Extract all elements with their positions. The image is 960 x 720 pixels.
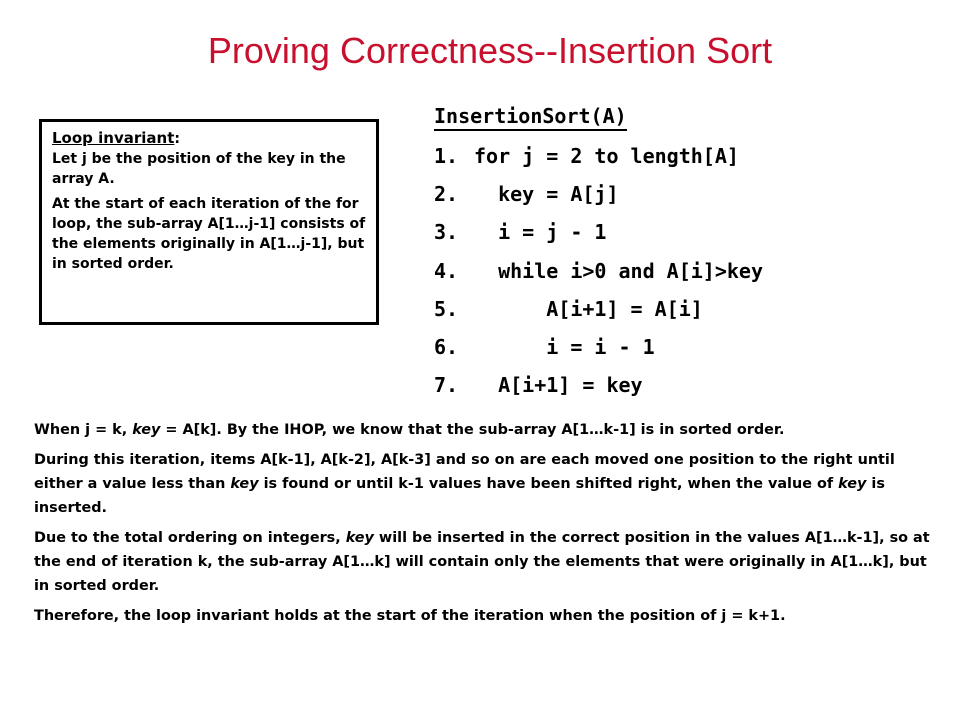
code-line: [434, 142, 763, 180]
explanation-paragraph-1: [34, 418, 934, 442]
explanation-emphasis: key: [132, 422, 161, 438]
explanation-text: Due to the total ordering on integers,: [34, 530, 346, 546]
loop-invariant-line-2: At the start of each iteration of the for loop, the sub-array A[1…j-1] consists of the elements originally in A[1…j-1], but in sorted order.: [52, 196, 366, 272]
code-line-number: 3.: [434, 220, 459, 245]
code-line: [434, 371, 763, 409]
explanation-text: will be inserted in the correct position in the values A[1…k-1], so at the end of iteration k, the sub-array A[1…k] will contain only the elements that were originally in A[1…k], but in sorted order.: [34, 530, 930, 594]
explanation-text: is found or until k-1 values have been shifted right, when the value of: [258, 476, 839, 492]
code-line-text: A[i+1] = A[i]: [474, 296, 703, 321]
code-line: [434, 295, 763, 333]
code-line-text: i = j - 1: [474, 220, 607, 245]
explanation-emphasis: key: [230, 476, 259, 492]
loop-invariant-heading: Loop invariant: [52, 129, 175, 147]
explanation-text: = A[k]. By the IHOP, we know that the sub-array A[1…k-1] is in sorted order.: [160, 422, 785, 438]
code-line-text: key = A[j]: [474, 182, 619, 207]
explanation-text: During this iteration, items A[k-1], A[k-2], A[k-3] and so on are each moved one position to the right until either a value less than: [34, 452, 895, 492]
code-line-text: for j = 2 to length[A]: [474, 144, 739, 168]
code-line-number: 7.: [434, 373, 459, 398]
explanation-paragraph-2: [34, 448, 934, 520]
code-line-number: 6.: [434, 334, 459, 359]
code-line-number: 4.: [434, 258, 459, 283]
code-line-text: while i>0 and A[i]>key: [474, 258, 763, 283]
code-line-number: 2.: [434, 182, 459, 207]
explanation-paragraph-4: Therefore, the loop invariant holds at the start of the iteration when the position of j = k+1.: [34, 608, 786, 624]
loop-invariant-heading-line: [52, 128, 366, 149]
code-line: [434, 218, 763, 256]
explanation-text: is inserted.: [34, 476, 885, 516]
code-line-number: 1.: [434, 144, 459, 168]
pseudocode-block: [434, 142, 763, 409]
code-line: [434, 180, 763, 218]
loop-invariant-box: [39, 119, 379, 325]
slide-title: Proving Correctness--Insertion Sort: [207, 30, 773, 71]
loop-invariant-line-1: Let j be the position of the key in the array A.: [52, 151, 346, 187]
code-line: [434, 333, 763, 371]
code-title: InsertionSort(A): [434, 104, 627, 131]
code-line-text: i = i - 1: [474, 334, 655, 359]
code-line: [434, 257, 763, 295]
explanation-emphasis: key: [345, 530, 374, 546]
explanation-text: When j = k,: [34, 422, 133, 438]
loop-invariant-colon: :: [174, 131, 180, 147]
code-line-text: A[i+1] = key: [474, 373, 643, 398]
code-line-number: 5.: [434, 296, 459, 321]
explanation-emphasis: key: [838, 476, 867, 492]
explanation-block: [34, 418, 934, 634]
explanation-paragraph-3: [34, 526, 934, 598]
